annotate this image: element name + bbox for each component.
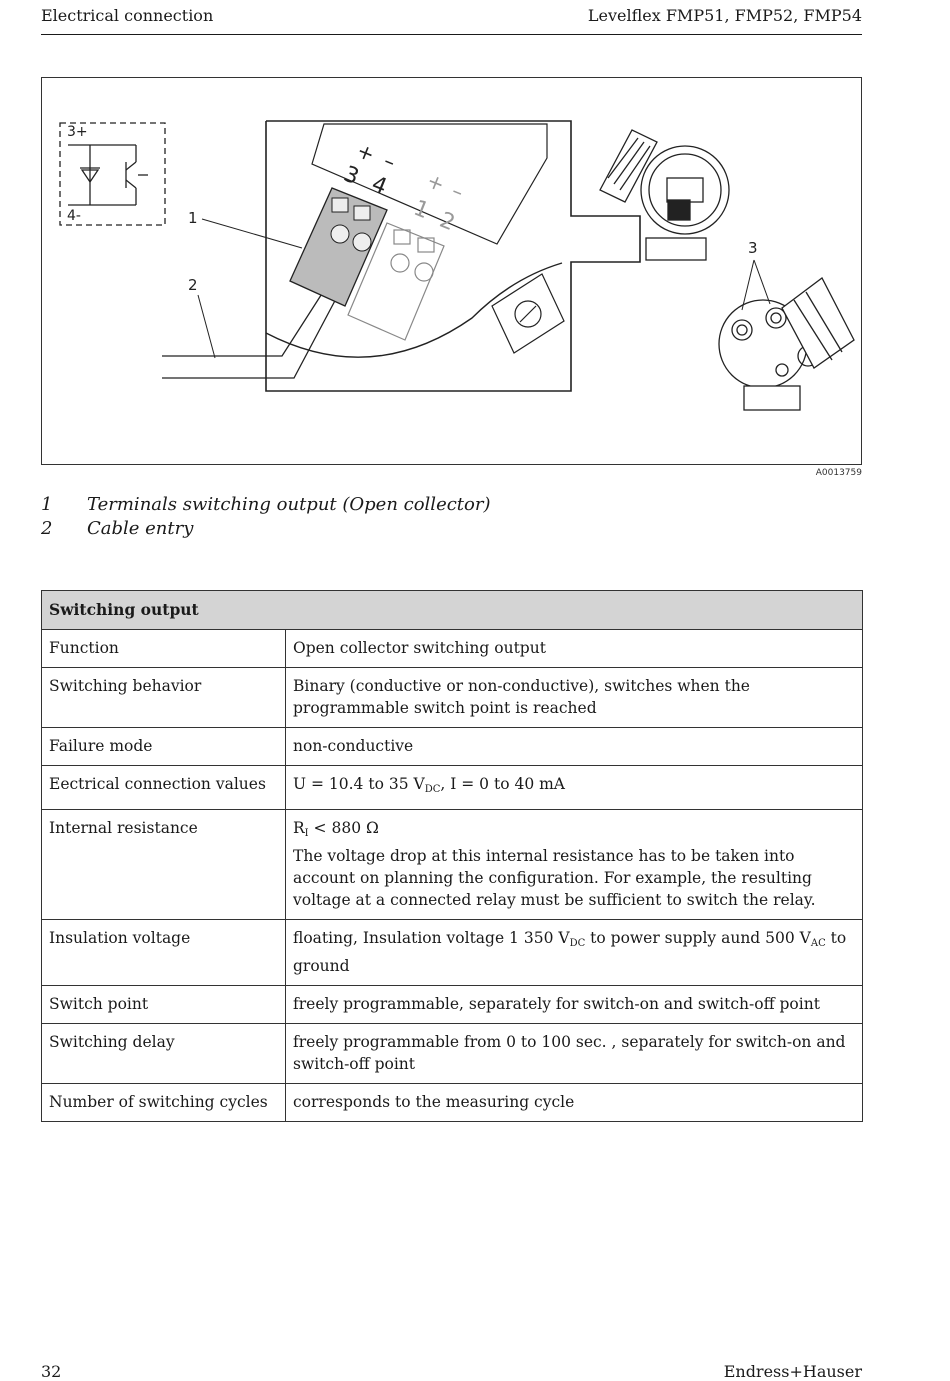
value-text: R (293, 819, 305, 837)
table-row (42, 668, 863, 728)
row-label: Function (42, 630, 286, 668)
table-row (42, 1084, 863, 1122)
figure-id: A0013759 (815, 468, 862, 478)
terminal-block-34 (290, 188, 387, 306)
row-label: Eectrical connection values (42, 766, 286, 810)
table-row (42, 986, 863, 1024)
value-text: < 880 Ω (308, 819, 379, 837)
row-value (286, 766, 863, 810)
value-text: floating, Insulation voltage 1 350 V (293, 929, 570, 947)
device-housing-rear (719, 278, 854, 410)
value-text: to power supply aund 500 V (585, 929, 811, 947)
wiring-diagram (42, 78, 861, 464)
table-row (42, 1024, 863, 1084)
table-row (42, 728, 863, 766)
table-row (42, 766, 863, 810)
legend-number: 2 (41, 518, 53, 539)
table-header-row (42, 591, 863, 630)
value-text: U = 10.4 to 35 V (293, 775, 425, 793)
row-value: freely programmable, separately for switch-on and switch-off point (286, 986, 863, 1024)
table-row (42, 920, 863, 986)
value-note: The voltage drop at this internal resistance has to be taken into account on planning the configuration. For example, the resulting voltage at a connected relay must be sufficient to switch the relay. (293, 847, 816, 909)
terminal-label-2: 2 (435, 207, 459, 237)
header-section-title: Electrical connection (41, 6, 214, 25)
legend-text: Terminals switching output (Open collector) (87, 494, 491, 515)
value-text: , I = 0 to 40 mA (440, 775, 565, 793)
callout-1-leader (202, 219, 302, 248)
row-value: freely programmable from 0 to 100 sec. , separately for switch-on and switch-off point (286, 1024, 863, 1084)
row-value: Binary (conductive or non-conductive), switches when the programmable switch point is reached (286, 668, 863, 728)
figure-legend (41, 493, 491, 541)
row-value (286, 810, 863, 920)
legend-item (41, 517, 491, 541)
header-rule (41, 34, 862, 35)
header-product-name: Levelflex FMP51, FMP52, FMP54 (587, 6, 862, 25)
row-label: Internal resistance (42, 810, 286, 920)
value-subscript: AC (810, 938, 826, 949)
wiring-figure (41, 77, 862, 465)
value-text: to ground (293, 929, 847, 975)
row-value: non-conductive (286, 728, 863, 766)
value-subscript: DC (424, 784, 441, 795)
terminal-label-plus-2: + (423, 168, 449, 197)
value-subscript: DC (569, 938, 586, 949)
callout-3: 3 (748, 239, 758, 257)
legend-number: 1 (41, 494, 53, 515)
device-housing-front (600, 130, 729, 260)
row-value (286, 920, 863, 986)
table-row (42, 810, 863, 920)
terminal-label-minus: – (380, 148, 399, 175)
value-subscript: I (304, 828, 309, 839)
table-row (42, 630, 863, 668)
row-label: Failure mode (42, 728, 286, 766)
callout-2-leader (198, 295, 215, 358)
symbol-pos-label: 3+ (67, 124, 88, 140)
callout-1: 1 (188, 209, 198, 227)
row-label: Switch point (42, 986, 286, 1024)
row-value: Open collector switching output (286, 630, 863, 668)
row-label: Insulation voltage (42, 920, 286, 986)
row-value: corresponds to the measuring cycle (286, 1084, 863, 1122)
callout-2: 2 (188, 276, 198, 294)
footer-brand: Endress+Hauser (723, 1362, 862, 1381)
page-number: 32 (41, 1362, 62, 1381)
terminal-label-4: 4 (367, 171, 391, 201)
legend-text: Cable entry (87, 518, 194, 539)
row-label: Switching delay (42, 1024, 286, 1084)
terminal-label-plus: + (353, 138, 379, 167)
terminal-label-1: 1 (409, 195, 433, 225)
symbol-neg-label: 4- (67, 208, 81, 224)
row-label: Switching behavior (42, 668, 286, 728)
row-label: Number of switching cycles (42, 1084, 286, 1122)
terminal-label-3: 3 (339, 161, 363, 191)
switching-output-table (41, 590, 863, 1122)
terminal-label-minus-2: – (448, 178, 467, 205)
table-title: Switching output (42, 591, 863, 630)
legend-item (41, 493, 491, 517)
